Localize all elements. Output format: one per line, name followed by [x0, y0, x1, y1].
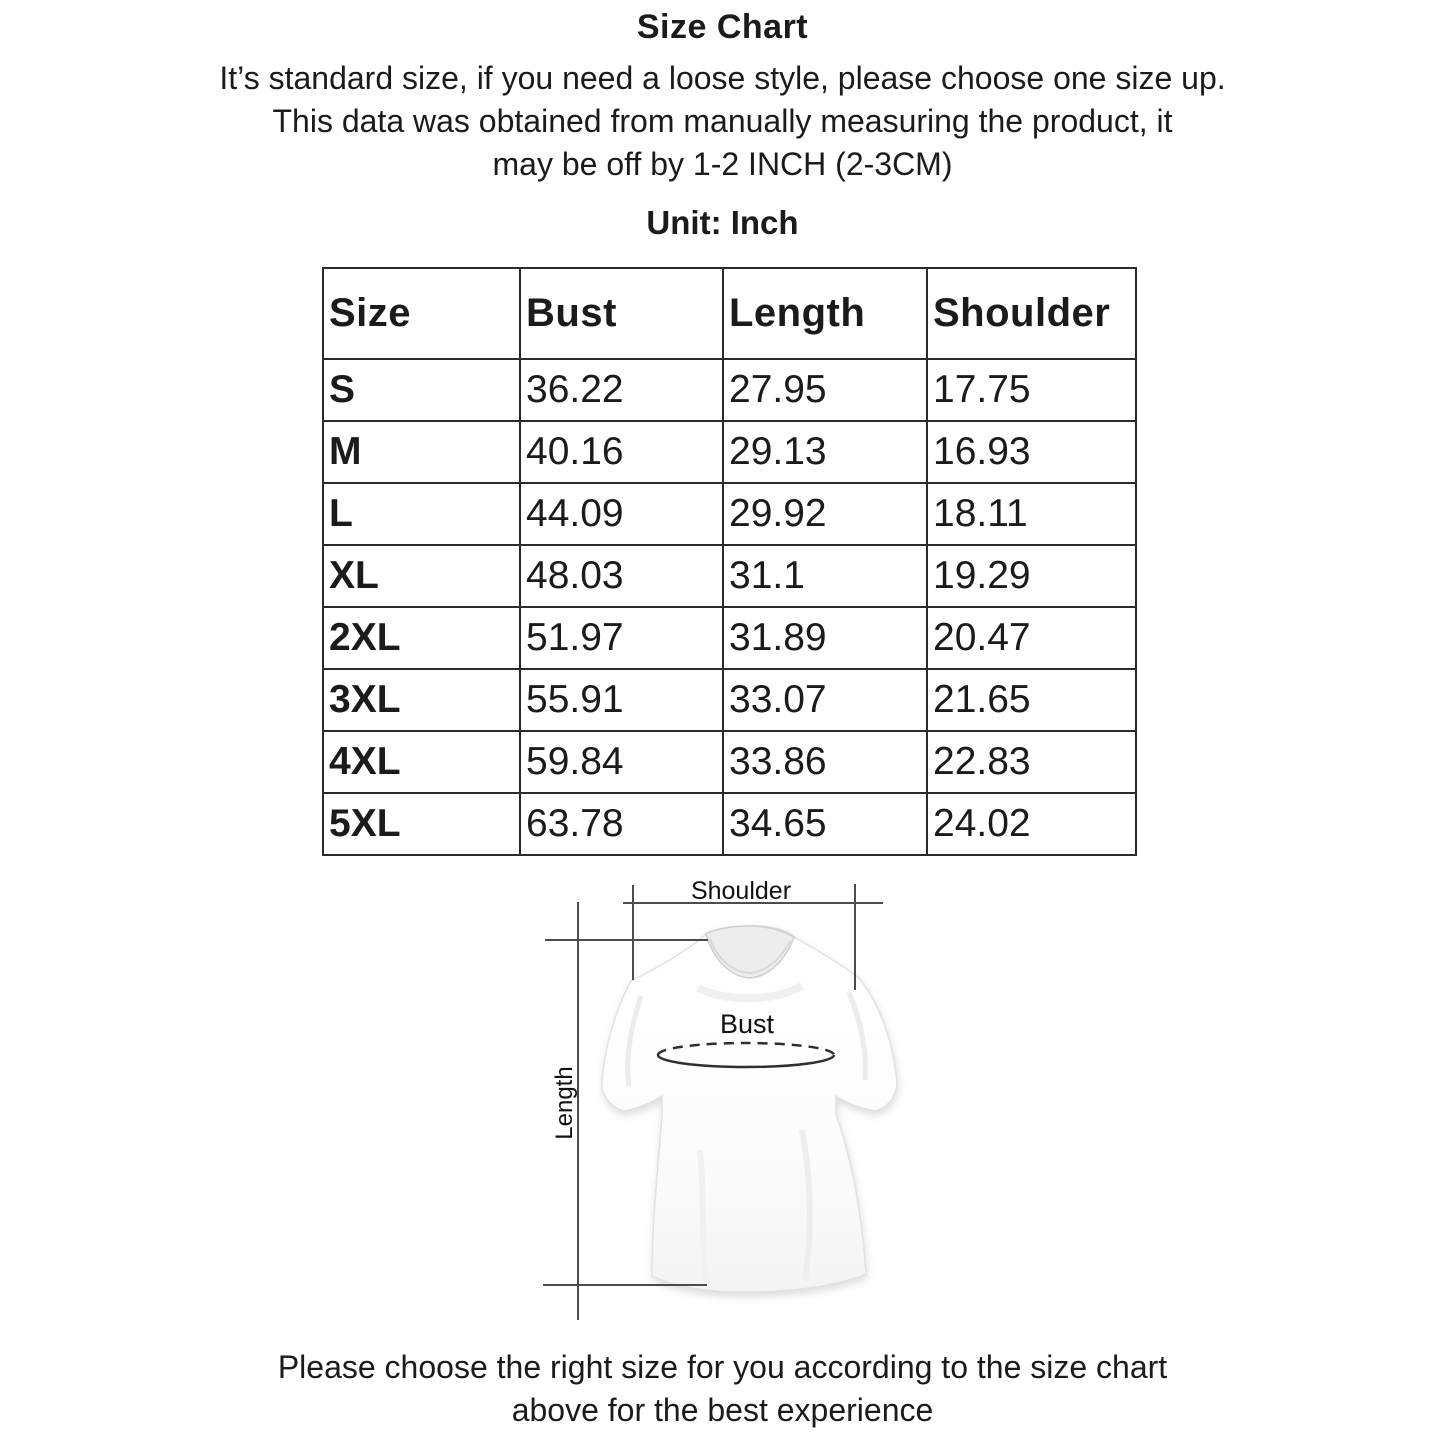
measurement-diagram: [490, 870, 950, 1335]
shoulder-cell: 22.83: [927, 731, 1136, 793]
bust-label: Bust: [719, 1009, 775, 1039]
shoulder-cell: 19.29: [927, 545, 1136, 607]
size-note-paragraph: [0, 57, 1445, 186]
shoulder-cell: 17.75: [927, 359, 1136, 421]
bust-cell: 44.09: [520, 483, 723, 545]
shoulder-label: Shoulder: [690, 877, 792, 905]
shoulder-cell: 21.65: [927, 669, 1136, 731]
length-cell: 29.13: [723, 421, 927, 483]
length-cell: 33.86: [723, 731, 927, 793]
column-header-bust: Bust: [520, 268, 723, 359]
table-row: [323, 607, 1136, 669]
size-note-line-1: It’s standard size, if you need a loose style, please choose one size up.: [219, 60, 1226, 96]
bust-cell: 55.91: [520, 669, 723, 731]
size-cell: 3XL: [323, 669, 520, 731]
table-header-row: [323, 268, 1136, 359]
table-row: [323, 421, 1136, 483]
unit-label: Unit: Inch: [646, 204, 799, 241]
bust-cell: 63.78: [520, 793, 723, 855]
length-label: Length: [551, 1066, 578, 1140]
bust-cell: 59.84: [520, 731, 723, 793]
table-row: [323, 793, 1136, 855]
shoulder-cell: 24.02: [927, 793, 1136, 855]
length-cell: 34.65: [723, 793, 927, 855]
bust-cell: 40.16: [520, 421, 723, 483]
bust-cell: 36.22: [520, 359, 723, 421]
footer-line-1: Please choose the right size for you according to the size chart: [277, 1349, 1168, 1385]
shoulder-cell: 20.47: [927, 607, 1136, 669]
shoulder-cell: 16.93: [927, 421, 1136, 483]
size-cell: L: [323, 483, 520, 545]
length-cell: 27.95: [723, 359, 927, 421]
length-cell: 31.1: [723, 545, 927, 607]
column-header-length: Length: [723, 268, 927, 359]
page-title: Size Chart: [636, 8, 809, 46]
footer-note: [0, 1346, 1445, 1432]
table-row: [323, 359, 1136, 421]
size-table: [322, 267, 1137, 856]
table-row: [323, 669, 1136, 731]
table-row: [323, 483, 1136, 545]
column-header-shoulder: Shoulder: [927, 268, 1136, 359]
length-cell: 31.89: [723, 607, 927, 669]
size-note-line-2: This data was obtained from manually measuring the product, it: [272, 103, 1173, 139]
length-cell: 33.07: [723, 669, 927, 731]
size-cell: 4XL: [323, 731, 520, 793]
shoulder-cell: 18.11: [927, 483, 1136, 545]
length-cell: 29.92: [723, 483, 927, 545]
size-cell: 2XL: [323, 607, 520, 669]
bust-cell: 48.03: [520, 545, 723, 607]
tshirt-illustration: [602, 926, 897, 1292]
size-cell: S: [323, 359, 520, 421]
size-cell: XL: [323, 545, 520, 607]
size-cell: 5XL: [323, 793, 520, 855]
table-row: [323, 545, 1136, 607]
size-cell: M: [323, 421, 520, 483]
column-header-size: Size: [323, 268, 520, 359]
size-note-line-3: may be off by 1-2 INCH (2-3CM): [492, 146, 953, 182]
table-row: [323, 731, 1136, 793]
footer-line-2: above for the best experience: [511, 1392, 934, 1428]
bust-cell: 51.97: [520, 607, 723, 669]
